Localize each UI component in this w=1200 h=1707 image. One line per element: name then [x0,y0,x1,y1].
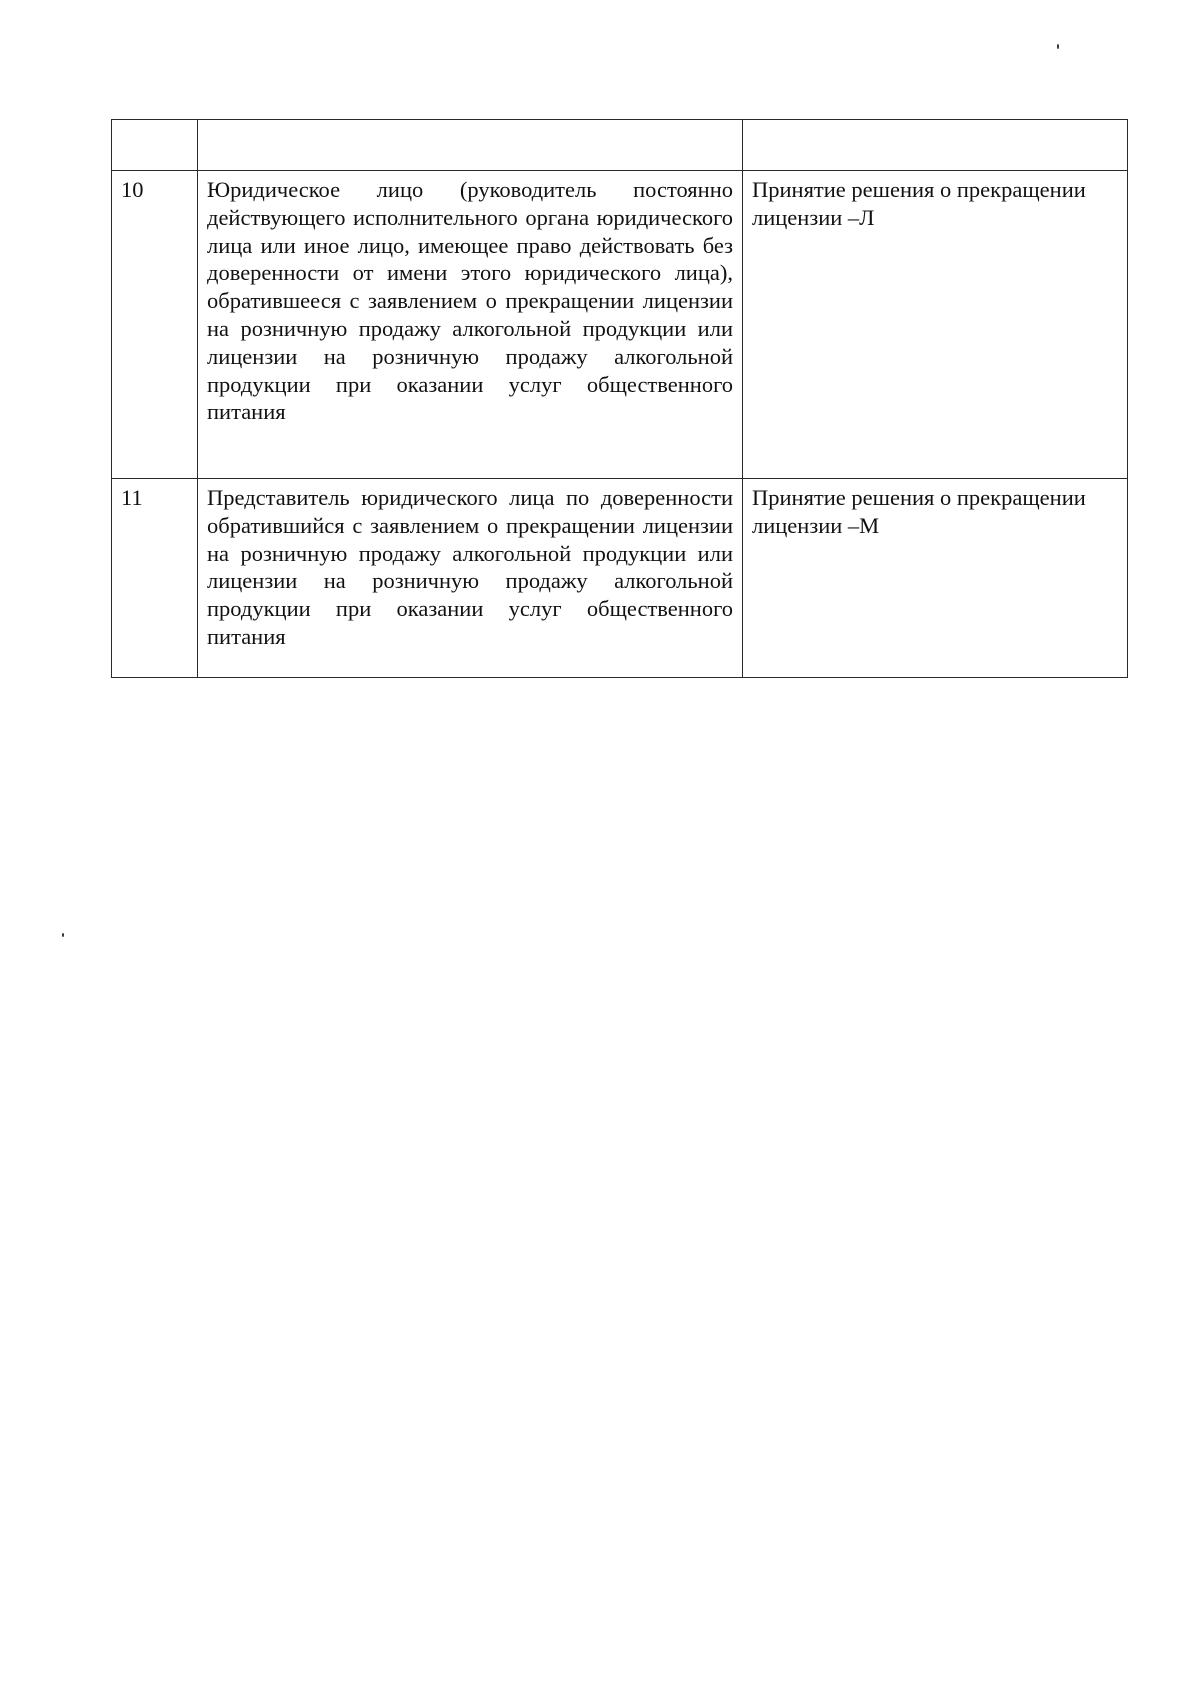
service-result: Принятие решения о прекращении лицензии –М [743,479,1128,678]
row-number: 11 [112,479,198,678]
applicant-description: Представитель юридического лица по доверенности обратившийся с заявлением о прекращении лицензии на розничную продажу алкогольной продукции или лицензии на розничную продажу алкогольной продукции при оказании услуг общественного питания [198,479,743,678]
empty-cell [112,120,198,171]
table-row-empty [112,120,1128,171]
scan-speck [1057,44,1059,49]
scan-speck [62,933,64,937]
license-table [111,119,1128,678]
table-row [112,171,1128,479]
service-result: Принятие решения о прекращении лицензии –Л [743,171,1128,479]
table-row [112,479,1128,678]
applicant-description: Юридическое лицо (руководитель постоянно действующего исполнительного органа юридического лица или иное лицо, имеющее право действовать без доверенности от имени этого юридического лица), обратившееся с заявлением о прекращении лицензии на розничную продажу алкогольной продукции или лицензии на розничную продажу алкогольной продукции при оказании услуг общественного питания [198,171,743,479]
row-number: 10 [112,171,198,479]
empty-cell [743,120,1128,171]
empty-cell [198,120,743,171]
